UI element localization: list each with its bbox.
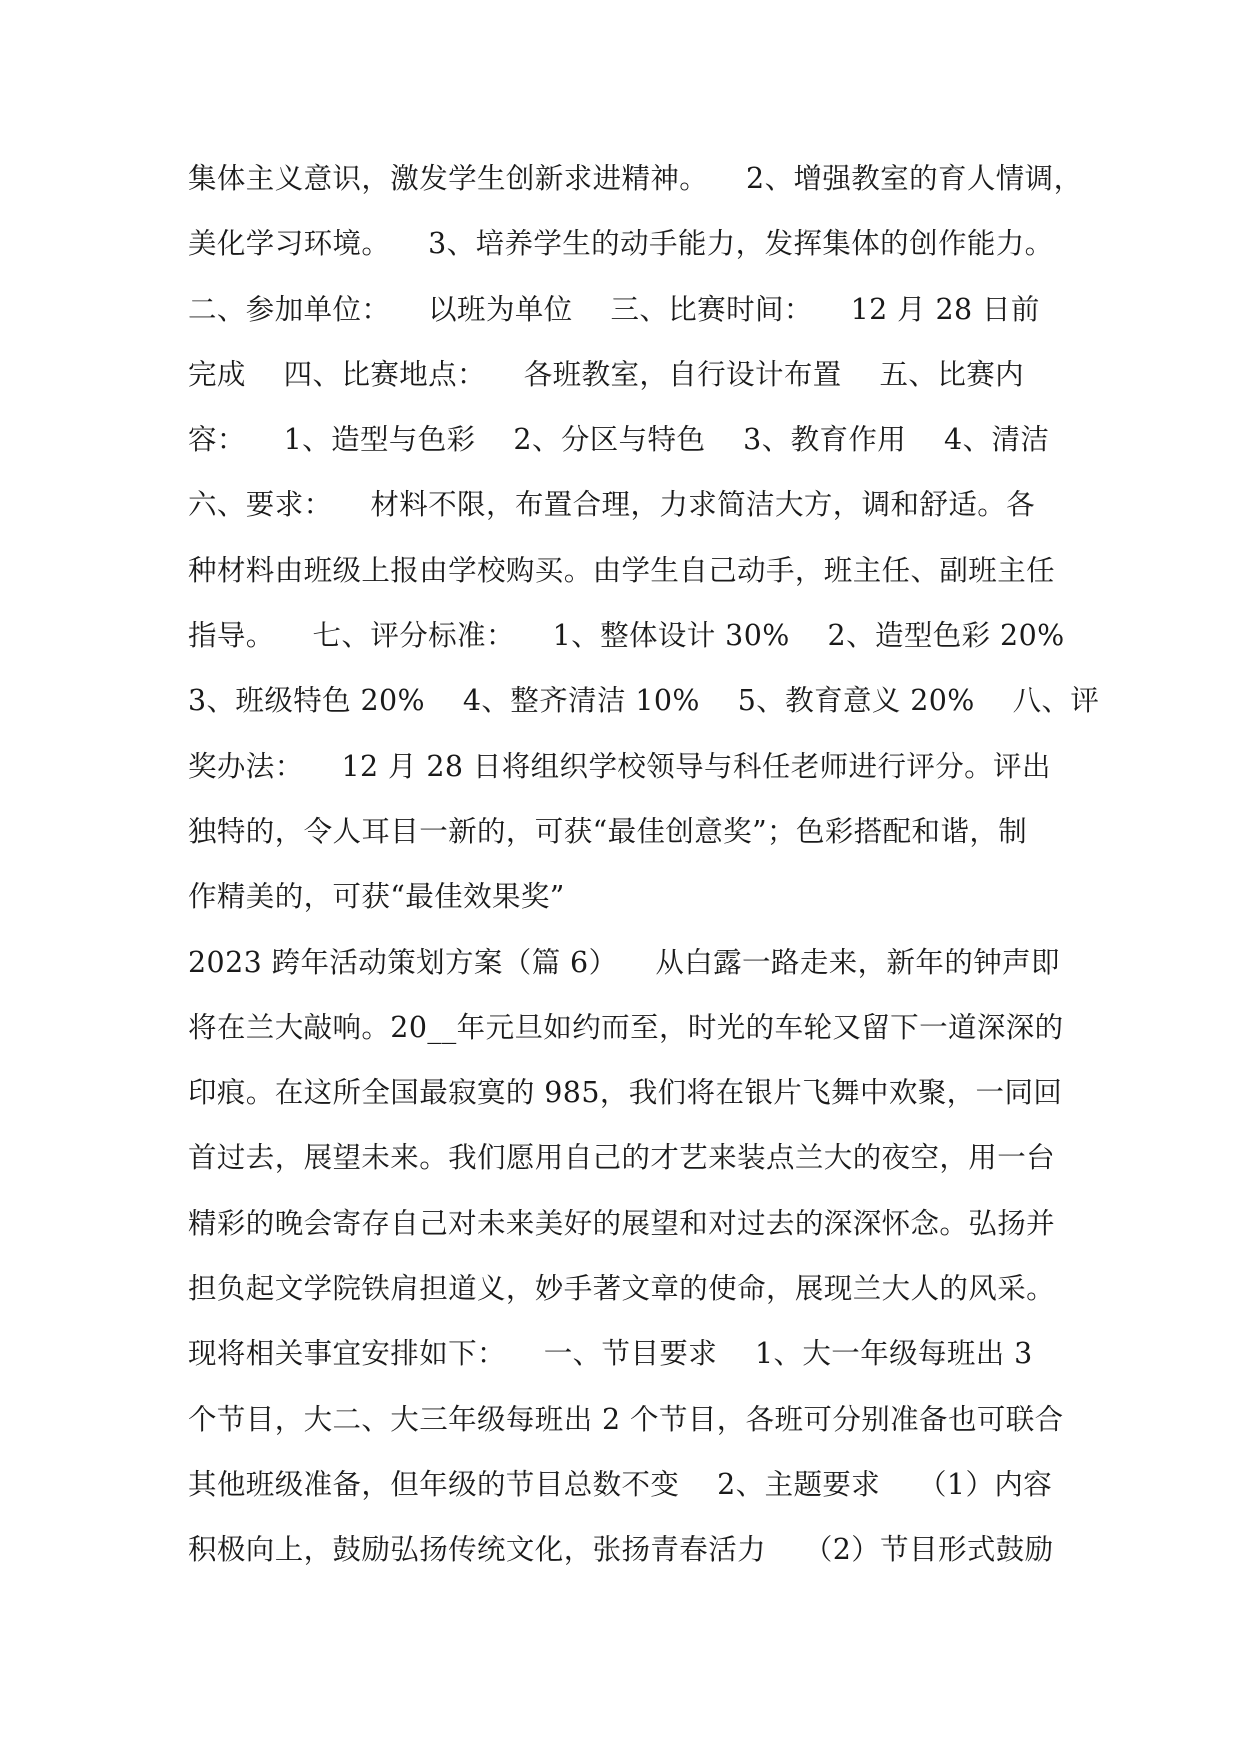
text-line: 积极向上，鼓励弘扬传统文化，张扬青春活力 （2）节目形式鼓励: [188, 1533, 1054, 1567]
text-line: 将在兰大敲响。20__年元旦如约而至，时光的车轮又留下一道深深的: [188, 1010, 1064, 1044]
text-line: 二、参加单位： 以班为单位 三、比赛时间： 12 月 28 日前: [188, 292, 1040, 326]
text-line: 种材料由班级上报由学校购买。由学生自己动手，班主任、副班主任: [188, 553, 1056, 587]
text-line: 奖办法： 12 月 28 日将组织学校领导与科任老师进行评分。评出: [188, 749, 1051, 783]
text-line: 六、要求： 材料不限，布置合理，力求简洁大方，调和舒适。各: [188, 488, 1036, 522]
text-line: 独特的，令人耳目一新的，可获“最佳创意奖”；色彩搭配和谐，制: [188, 814, 1028, 848]
text-line: 担负起文学院铁肩担道义，妙手著文章的使命，展现兰大人的风采。: [188, 1272, 1056, 1306]
text-line: 个节目，大二、大三年级每班出 2 个节目，各班可分别准备也可联合: [188, 1402, 1064, 1436]
section-heading-line: 2023 跨年活动策划方案（篇 6） 从白露一路走来，新年的钟声即: [188, 945, 1060, 979]
text-line: 美化学习环境。 3、培养学生的动手能力，发挥集体的创作能力。: [188, 227, 1054, 261]
text-line: 其他班级准备，但年级的节目总数不变 2、主题要求 （1）内容: [188, 1467, 1053, 1501]
text-line: 现将相关事宜安排如下： 一、节目要求 1、大一年级每班出 3: [188, 1337, 1033, 1371]
text-line: 精彩的晚会寄存自己对未来美好的展望和对过去的深深怀念。弘扬并: [188, 1206, 1056, 1240]
text-line: 指导。 七、评分标准： 1、整体设计 30% 2、造型色彩 20%: [188, 619, 1065, 653]
text-line: 完成 四、比赛地点： 各班教室，自行设计布置 五、比赛内: [188, 357, 1025, 391]
text-line: 首过去，展望未来。我们愿用自己的才艺来装点兰大的夜空，用一台: [188, 1141, 1056, 1175]
text-line: 集体主义意识，激发学生创新求进精神。 2、增强教室的育人情调，: [188, 162, 1083, 195]
text-line: 作精美的，可获“最佳效果奖”: [188, 880, 565, 914]
text-line: 印痕。在这所全国最寂寞的 985，我们将在银片飞舞中欢聚，一同回: [188, 1076, 1063, 1110]
text-line: 3、班级特色 20% 4、整齐清洁 10% 5、教育意义 20% 八、评: [188, 684, 1100, 718]
document-body: [188, 160, 1100, 1597]
text-line: 容： 1、造型与色彩 2、分区与特色 3、教育作用 4、清洁: [188, 423, 1050, 457]
